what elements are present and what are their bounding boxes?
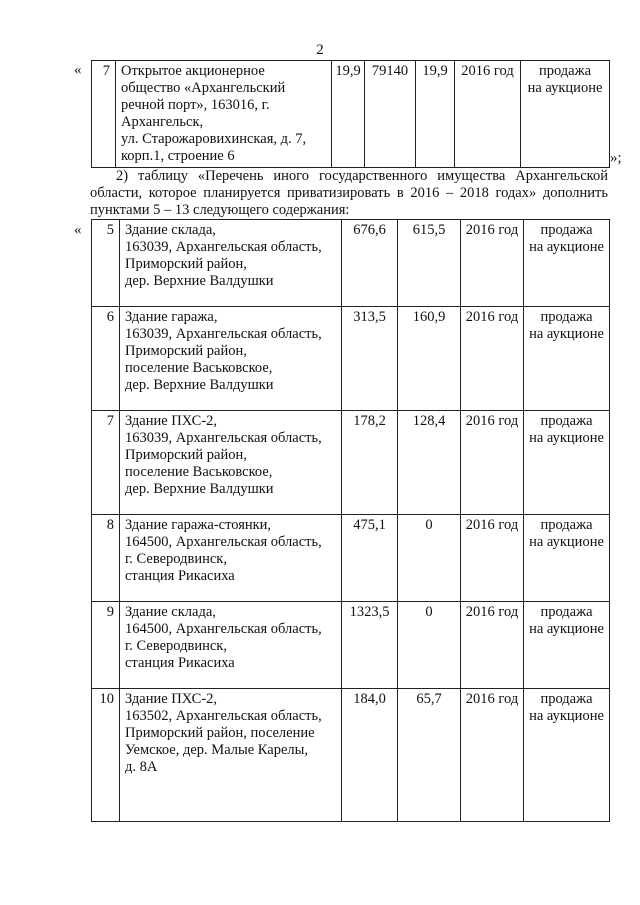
table-row: [92, 61, 610, 168]
name-line: Открытое акционерное: [121, 63, 265, 79]
table-row: [92, 307, 610, 411]
method-line: на аукционе: [529, 708, 604, 724]
name-line: станция Рикасиха: [125, 655, 235, 671]
name-line: Приморский район, поселение: [125, 725, 315, 741]
page-number: 2: [316, 42, 324, 58]
value-cell: 65,7: [398, 689, 461, 822]
name-line: дер. Верхние Валдушки: [125, 377, 274, 393]
table-row: [92, 602, 610, 689]
year-cell: 2016 год: [461, 411, 524, 515]
year-cell: 2016 год: [461, 307, 524, 411]
method-line: продажа: [540, 413, 593, 429]
value-cell: 0: [398, 515, 461, 602]
object-name: [120, 220, 342, 307]
method-cell: [521, 61, 610, 168]
year-cell: 2016 год: [461, 602, 524, 689]
year-cell: 2016 год: [461, 689, 524, 822]
row-number: 7: [92, 411, 120, 515]
area-cell: 184,0: [342, 689, 398, 822]
row-number: 6: [92, 307, 120, 411]
object-name: [116, 61, 332, 168]
method-line: на аукционе: [529, 534, 604, 550]
table-row: [92, 689, 610, 822]
name-line: Приморский район,: [125, 343, 247, 359]
value-cell: 19,9: [332, 61, 365, 168]
open-quote-2: «: [74, 222, 82, 238]
method-line: продажа: [538, 63, 592, 79]
object-name: [120, 307, 342, 411]
value-cell: 615,5: [398, 220, 461, 307]
method-line: на аукционе: [527, 80, 603, 96]
method-cell: [524, 411, 610, 515]
row-number: 8: [92, 515, 120, 602]
name-line: ул. Старожаровихинская, д. 7,: [121, 131, 307, 147]
method-line: на аукционе: [529, 430, 604, 446]
name-line: дер. Верхние Валдушки: [125, 273, 274, 289]
name-line: корп.1, строение 6: [121, 148, 235, 164]
name-line: г. Северодвинск,: [125, 638, 227, 654]
name-line: 163039, Архангельская область,: [125, 326, 322, 342]
value-cell: 128,4: [398, 411, 461, 515]
name-line: 163039, Архангельская область,: [125, 239, 322, 255]
row-number: 10: [92, 689, 120, 822]
method-line: продажа: [540, 691, 593, 707]
name-line: Здание склада,: [125, 604, 216, 620]
name-line: Архангельск,: [121, 114, 204, 130]
row-number: 7: [92, 61, 116, 168]
table-main: [91, 219, 610, 822]
name-line: 164500, Архангельская область,: [125, 534, 322, 550]
name-line: г. Северодвинск,: [125, 551, 227, 567]
paragraph-text: 2) таблицу «Перечень иного государственного имущества Архангельской области, которое планируется приватизировать в 2016 – 2018 годах» дополнить пунктами 5 – 13 следующего содержания:: [90, 168, 608, 218]
method-line: на аукционе: [529, 621, 604, 637]
year-cell: 2016 год: [461, 515, 524, 602]
value-cell: 19,9: [416, 61, 455, 168]
year-cell: 2016 год: [455, 61, 521, 168]
name-line: 164500, Архангельская область,: [125, 621, 322, 637]
name-line: 163039, Архангельская область,: [125, 430, 322, 446]
table-row: [92, 515, 610, 602]
area-cell: 676,6: [342, 220, 398, 307]
close-quote: »;: [610, 150, 622, 166]
area-cell: 1323,5: [342, 602, 398, 689]
name-line: Приморский район,: [125, 256, 247, 272]
method-cell: [524, 602, 610, 689]
object-name: [120, 602, 342, 689]
name-line: Здание гаража,: [125, 309, 218, 325]
table-row: [92, 411, 610, 515]
method-cell: [524, 515, 610, 602]
object-name: [120, 515, 342, 602]
name-line: д. 8А: [125, 759, 158, 775]
open-quote: «: [74, 62, 82, 78]
year-cell: 2016 год: [461, 220, 524, 307]
object-name: [120, 411, 342, 515]
name-line: поселение Васьковское,: [125, 464, 273, 480]
area-cell: 313,5: [342, 307, 398, 411]
method-cell: [524, 689, 610, 822]
method-line: продажа: [540, 309, 593, 325]
method-cell: [524, 220, 610, 307]
name-line: речной порт», 163016, г.: [121, 97, 270, 113]
name-line: Здание ПХС-2,: [125, 413, 218, 429]
name-line: дер. Верхние Валдушки: [125, 481, 274, 497]
name-line: Здание ПХС-2,: [125, 691, 218, 707]
area-cell: 475,1: [342, 515, 398, 602]
method-cell: [524, 307, 610, 411]
name-line: поселение Васьковское,: [125, 360, 273, 376]
name-line: станция Рикасиха: [125, 568, 235, 584]
method-line: на аукционе: [529, 239, 604, 255]
name-line: общество «Архангельский: [121, 80, 286, 96]
method-line: продажа: [540, 222, 593, 238]
object-name: [120, 689, 342, 822]
name-line: 163502, Архангельская область,: [125, 708, 322, 724]
row-number: 5: [92, 220, 120, 307]
name-line: Уемское, дер. Малые Карелы,: [125, 742, 309, 758]
value-cell: 160,9: [398, 307, 461, 411]
method-line: продажа: [540, 604, 593, 620]
name-line: Здание гаража-стоянки,: [125, 517, 272, 533]
area-cell: 178,2: [342, 411, 398, 515]
name-line: Здание склада,: [125, 222, 216, 238]
table-top: [91, 60, 610, 168]
method-line: на аукционе: [529, 326, 604, 342]
value-cell: 79140: [365, 61, 416, 168]
value-cell: 0: [398, 602, 461, 689]
row-number: 9: [92, 602, 120, 689]
table-row: [92, 220, 610, 307]
name-line: Приморский район,: [125, 447, 247, 463]
method-line: продажа: [540, 517, 593, 533]
